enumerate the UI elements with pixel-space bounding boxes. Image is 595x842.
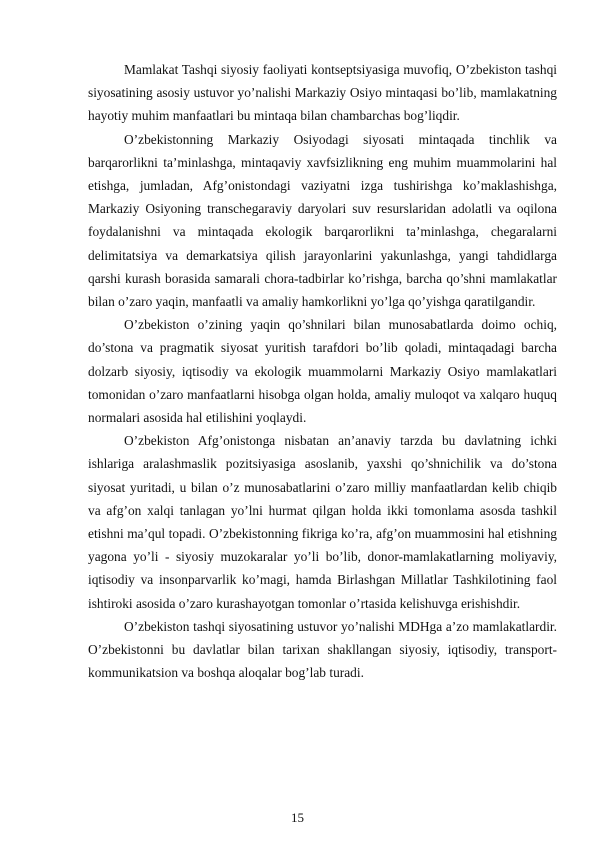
page-number: 15 — [291, 810, 304, 825]
paragraph-4: O’zbekiston Afg’onistonga nisbatan an’anaviy tarzda bu davlatning ichki ishlariga aralashmaslik pozitsiyasiga asoslanib, yaxshi qo’shnichilik va do’stona siyosat yuritadi, u bilan o’z munosabatlarini o’zaro milliy manfaatlardan kelib chiqib va afg’on xalqi tanlagan yo’lni hurmat qilgan holda ikki tomonlama asosda tashkil etishni ma’qul topadi. O’zbekistonning fikriga ko’ra, afg’on muammosini hal etishning yagona yo’li - siyosiy muzokaralar yo’li bo’lib, donor-mamlakatlarning moliyaviy, iqtisodiy va insonparvarlik ko’magi, hamda Birlashgan Millatlar Tashkilotining faol ishtiroki asosida o’zaro kurashayotgan tomonlar o’rtasida kelishuvga erishishdir. — [88, 433, 557, 611]
paragraph-2: O’zbekistonning Markaziy Osiyodagi siyosati mintaqada tinchlik va barqarorlikni ta’minlashga, mintaqaviy xavfsizlikning eng muhim muammolarini hal etishga, jumladan, Afg’onistondagi vaziyatni izga tushirishga ko’maklashishga, Markaziy Osiyoning transchegaraviy daryolari suv resurslaridan adolatli va oqilona foydalanishni va mintaqada ekologik barqarorlikni ta’minlashga, chegaralarni delimitatsiya va demarkatsiya qilish jarayonlarini yakunlashga, yangi tahdidlarga qarshi kurash borasida samarali chora-tadbirlar ko’rishga, barcha qo’shni mamlakatlar bilan o’zaro yaqin, manfaatli va amaliy hamkorlikni yo’lga qo’yishga qaratilgandir. — [88, 131, 557, 310]
document-body — [88, 58, 557, 684]
paragraph-5: O’zbekiston tashqi siyosatining ustuvor yo’nalishi MDHga a’zo mamlakatlardir. O’zbekistonni bu davlatlar bilan tarixan shakllangan siyosiy, iqtisodiy, transport-kommunikatsion va boshqa aloqalar bog’lab turadi. — [88, 618, 557, 681]
paragraph-1: Mamlakat Tashqi siyosiy faoliyati kontseptsiyasiga muvofiq, O’zbekiston tashqi siyosatining asosiy ustuvor yo’nalishi Markaziy Osiyo mintaqasi bo’lib, mamlakatning hayotiy muhim manfaatlari bu mintaqa bilan chambarchas bog’liqdir. — [88, 62, 557, 124]
paragraph-3: O’zbekiston o’zining yaqin qo’shnilari bilan munosabatlarda doimo ochiq, do’stona va pragmatik siyosat yuritish tarafdori bo’lib qoladi, mintaqadagi barcha dolzarb siyosiy, iqtisodiy va ekologik muammolarni Markaziy Osiyo mamlakatlari tomonidan o’zaro manfaatlarni hisobga olgan holda, amaliy muloqot va xalqaro huquq normalari asosida hal etilishini yoqlaydi. — [88, 317, 557, 426]
